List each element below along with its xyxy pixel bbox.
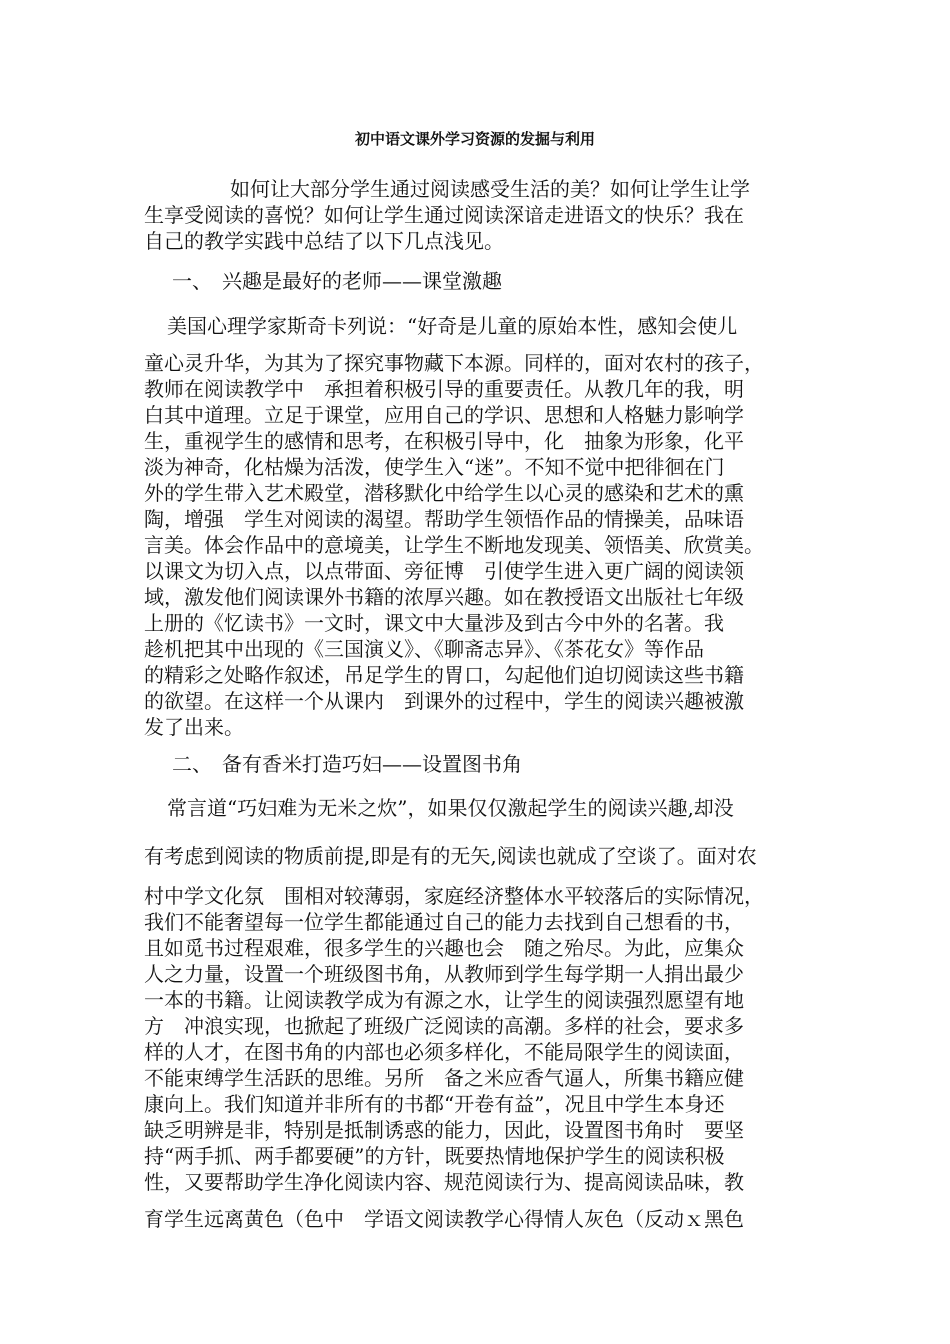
text-line: 的欲望。在这样一个从课内 到课外的过程中，学生的阅读兴趣被激 <box>144 689 744 713</box>
text-line: 人之力量，设置一个班级图书角，从教师到学生每学期一人捐出最少 <box>144 962 744 986</box>
text-line: 一本的书籍。让阅读教学成为有源之水，让学生的阅读强烈愿望有地 <box>144 988 744 1012</box>
text-line: 上册的《忆读书》一文时，课文中大量涉及到古今中外的名著。我 <box>144 611 724 635</box>
text-line: 方 冲浪实现，也掀起了班级广泛阅读的高潮。多样的社会，要求多 <box>144 1014 744 1038</box>
text-line: 不能束缚学生活跃的思维。另所 备之米应香气逼人，所集书籍应健 <box>144 1066 744 1090</box>
text-line: 淡为神奇，化枯燥为活泼，使学生入“迷”。不知不觉中把徘徊在门 <box>144 455 725 479</box>
section-heading-1: 一、 兴趣是最好的老师——课堂激趣 <box>172 269 502 293</box>
text-line: 常言道“巧妇难为无米之炊”，如果仅仅激起学生的阅读兴趣,却没 <box>167 796 734 820</box>
text-line: 童心灵升华，为其为了探究事物藏下本源。同样的，面对农村的孩子， <box>144 351 764 375</box>
text-line: 的精彩之处略作叙述，吊足学生的胃口，勾起他们迫切阅读这些书籍 <box>144 663 744 687</box>
text-line: 康向上。我们知道并非所有的书都“开卷有益”，况且中学生本身还 <box>144 1092 725 1116</box>
text-line: 外的学生带入艺术殿堂，潜移默化中给学生以心灵的感染和艺术的熏 <box>144 481 744 505</box>
text-line: 言美。体会作品中的意境美，让学生不断地发现美、领悟美、欣赏美。 <box>144 533 764 557</box>
text-line: 趁机把其中出现的《三国演义》、《聊斋志异》、《茶花女》等作品 <box>144 637 704 661</box>
document-title: 初中语文课外学习资源的发掘与利用 <box>354 130 595 148</box>
text-line: 美国心理学家斯奇卡列说：“好奇是儿童的原始本性，感知会使儿 <box>167 314 738 338</box>
text-line: 域，激发他们阅读课外书籍的浓厚兴趣。如在教授语文出版社七年级 <box>144 585 744 609</box>
text-line: 生，重视学生的感情和思考，在积极引导中，化 抽象为形象，化平 <box>144 429 744 453</box>
text-line: 自己的教学实践中总结了以下几点浅见。 <box>144 229 504 253</box>
text-line: 有考虑到阅读的物质前提,即是有的无矢,阅读也就成了空谈了。面对农 <box>144 844 757 868</box>
text-line: 生享受阅读的喜悦？如何让学生通过阅读深谙走进语文的快乐？我在 <box>144 203 744 227</box>
text-line: 以课文为切入点，以点带面、旁征博 引使学生进入更广阔的阅读领 <box>144 559 744 583</box>
text-line: 陶，增强 学生对阅读的渴望。帮助学生领悟作品的情操美，品味语 <box>144 507 744 531</box>
text-line: 白其中道理。立足于课堂，应用自己的学识、思想和人格魅力影响学 <box>144 403 744 427</box>
text-line: 我们不能奢望每一位学生都能通过自己的能力去找到自己想看的书， <box>144 910 744 934</box>
text-line: 且如觅书过程艰难，很多学生的兴趣也会 随之殆尽。为此，应集众 <box>144 936 744 960</box>
text-line: 持“两手抓、两手都要硬”的方针，既要热情地保护学生的阅读积极 <box>144 1144 725 1168</box>
text-line: 村中学文化氛 围相对较薄弱，家庭经济整体水平较落后的实际情况， <box>144 884 764 908</box>
text-line: 如何让大部分学生通过阅读感受生活的美？如何让学生让学 <box>230 177 750 201</box>
section-heading-2: 二、 备有香米打造巧妇——设置图书角 <box>172 752 522 776</box>
text-line: 性，又要帮助学生净化阅读内容、规范阅读行为、提高阅读品味，教 <box>144 1170 744 1194</box>
text-line: 育学生远离黄色（色中 学语文阅读教学心得情人灰色（反动ｘ黑色 <box>144 1207 744 1231</box>
text-line: 样的人才，在图书角的内部也必须多样化，不能局限学生的阅读面， <box>144 1040 744 1064</box>
text-line: 教师在阅读教学中 承担着积极引导的重要责任。从教几年的我，明 <box>144 377 744 401</box>
text-line: 缺乏明辨是非，特别是抵制诱惑的能力，因此，设置图书角时 要坚 <box>144 1118 744 1142</box>
text-line: 发了出来。 <box>144 715 244 739</box>
